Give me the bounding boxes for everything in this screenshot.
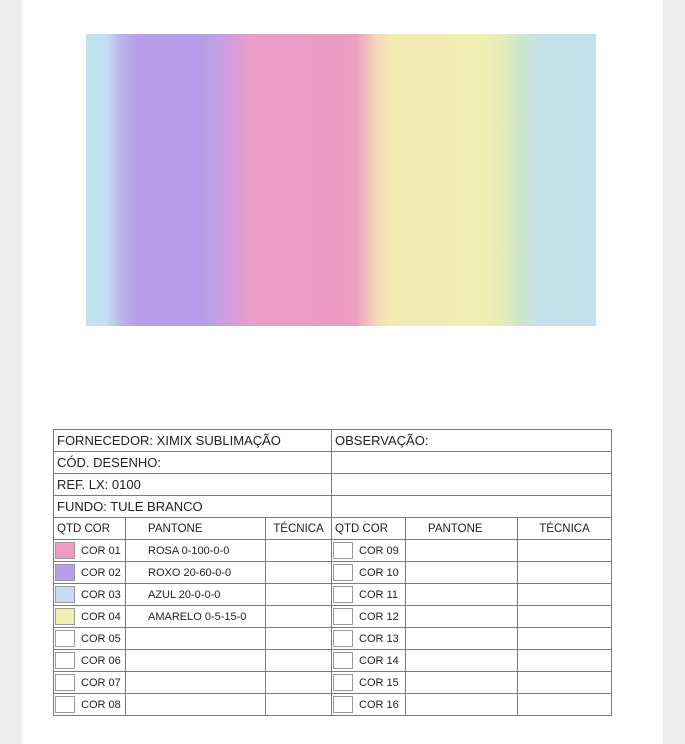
color-cell-content [55, 652, 122, 669]
color-row [54, 694, 612, 716]
color-row [54, 584, 612, 606]
color-cell-content [55, 608, 122, 625]
info-row-cod [54, 452, 612, 474]
pantone-cell [406, 562, 518, 584]
color-label: COR 10 [359, 566, 399, 579]
color-label: COR 02 [81, 566, 121, 579]
color-swatch [55, 674, 75, 691]
pantone-cell [406, 540, 518, 562]
color-swatch [333, 652, 353, 669]
observacao-blank-2 [332, 474, 612, 496]
header-pantone-left: PANTONE [126, 518, 266, 540]
color-label: COR 14 [359, 654, 399, 667]
color-cell [332, 540, 406, 562]
color-label: COR 01 [81, 544, 121, 557]
pantone-cell [126, 672, 266, 694]
color-swatch [55, 696, 75, 713]
color-cell [54, 672, 126, 694]
tecnica-cell [518, 540, 612, 562]
pantone-cell: AMARELO 0-5-15-0 [126, 606, 266, 628]
color-label: COR 03 [81, 588, 121, 601]
tecnica-cell [518, 606, 612, 628]
tecnica-cell [266, 650, 332, 672]
fornecedor-cell: FORNECEDOR: XIMIX SUBLIMAÇÃO [54, 430, 332, 452]
color-cell [332, 694, 406, 716]
pantone-cell [406, 606, 518, 628]
color-swatch [55, 586, 75, 603]
color-swatch [55, 652, 75, 669]
tecnica-cell [266, 584, 332, 606]
color-swatch [55, 630, 75, 647]
ref-cell: REF. LX: 0100 [54, 474, 332, 496]
pantone-cell [126, 628, 266, 650]
color-cell [332, 672, 406, 694]
color-cell-content [333, 586, 402, 603]
color-label: COR 06 [81, 654, 121, 667]
color-swatch [333, 564, 353, 581]
color-rows [54, 540, 612, 716]
pantone-cell: ROXO 20-60-0-0 [126, 562, 266, 584]
color-cell [332, 650, 406, 672]
gradient-stripe-artwork [86, 34, 596, 326]
color-cell [54, 606, 126, 628]
color-swatch [333, 608, 353, 625]
observacao-cell: OBSERVAÇÃO: [332, 430, 612, 452]
tecnica-cell [266, 606, 332, 628]
color-cell-content [333, 652, 402, 669]
color-label: COR 12 [359, 610, 399, 623]
header-qtd-cor-left: QTD COR [54, 518, 126, 540]
pantone-cell [126, 650, 266, 672]
color-label: COR 04 [81, 610, 121, 623]
color-cell-content [55, 564, 122, 581]
color-cell [332, 628, 406, 650]
tecnica-cell [518, 584, 612, 606]
color-cell [54, 584, 126, 606]
color-cell [332, 584, 406, 606]
tecnica-cell [266, 562, 332, 584]
color-label: COR 13 [359, 632, 399, 645]
column-header-row [54, 518, 612, 540]
tecnica-cell [266, 540, 332, 562]
tecnica-cell [518, 694, 612, 716]
header-tecnica-left: TÉCNICA [266, 518, 332, 540]
color-cell [54, 540, 126, 562]
observacao-blank-1 [332, 452, 612, 474]
pantone-cell [126, 694, 266, 716]
color-cell-content [55, 674, 122, 691]
color-cell [54, 628, 126, 650]
pantone-cell: ROSA 0-100-0-0 [126, 540, 266, 562]
tecnica-cell [518, 628, 612, 650]
color-label: COR 11 [359, 588, 398, 601]
color-cell-content [333, 564, 402, 581]
color-label: COR 09 [359, 544, 399, 557]
color-cell [332, 562, 406, 584]
pantone-cell: AZUL 20-0-0-0 [126, 584, 266, 606]
color-row [54, 540, 612, 562]
color-swatch [333, 630, 353, 647]
pantone-cell [406, 694, 518, 716]
pantone-cell [406, 584, 518, 606]
info-row-fundo [54, 496, 612, 518]
color-label: COR 08 [81, 698, 121, 711]
color-cell [54, 694, 126, 716]
tecnica-cell [266, 694, 332, 716]
color-cell-content [55, 630, 122, 647]
color-cell-content [333, 630, 402, 647]
color-row [54, 628, 612, 650]
header-tecnica-right: TÉCNICA [518, 518, 612, 540]
pantone-cell [406, 650, 518, 672]
info-row-ref [54, 474, 612, 496]
tecnica-cell [266, 672, 332, 694]
color-cell-content [333, 674, 402, 691]
fundo-cell: FUNDO: TULE BRANCO [54, 496, 332, 518]
header-pantone-right: PANTONE [406, 518, 518, 540]
color-cell-content [333, 608, 402, 625]
color-cell-content [55, 586, 122, 603]
color-cell [54, 650, 126, 672]
color-cell [54, 562, 126, 584]
color-swatch [55, 608, 75, 625]
color-row [54, 562, 612, 584]
pantone-cell [406, 672, 518, 694]
color-cell-content [55, 542, 122, 559]
color-label: COR 16 [359, 698, 399, 711]
color-label: COR 15 [359, 676, 399, 689]
color-cell-content [333, 696, 402, 713]
header-qtd-cor-right: QTD COR [332, 518, 406, 540]
color-cell-content [333, 542, 402, 559]
color-swatch [333, 674, 353, 691]
tecnica-cell [518, 562, 612, 584]
color-spec-table [53, 429, 612, 716]
cod-desenho-cell: CÓD. DESENHO: [54, 452, 332, 474]
observacao-blank-3 [332, 496, 612, 518]
tecnica-cell [518, 672, 612, 694]
color-swatch [333, 696, 353, 713]
tecnica-cell [266, 628, 332, 650]
tecnica-cell [518, 650, 612, 672]
color-row [54, 606, 612, 628]
color-cell-content [55, 696, 122, 713]
color-cell [332, 606, 406, 628]
pantone-cell [406, 628, 518, 650]
color-swatch [333, 586, 353, 603]
info-row-fornecedor [54, 430, 612, 452]
color-label: COR 07 [81, 676, 121, 689]
color-swatch [333, 542, 353, 559]
color-row [54, 650, 612, 672]
color-label: COR 05 [81, 632, 121, 645]
color-swatch [55, 542, 75, 559]
color-row [54, 672, 612, 694]
color-swatch [55, 564, 75, 581]
